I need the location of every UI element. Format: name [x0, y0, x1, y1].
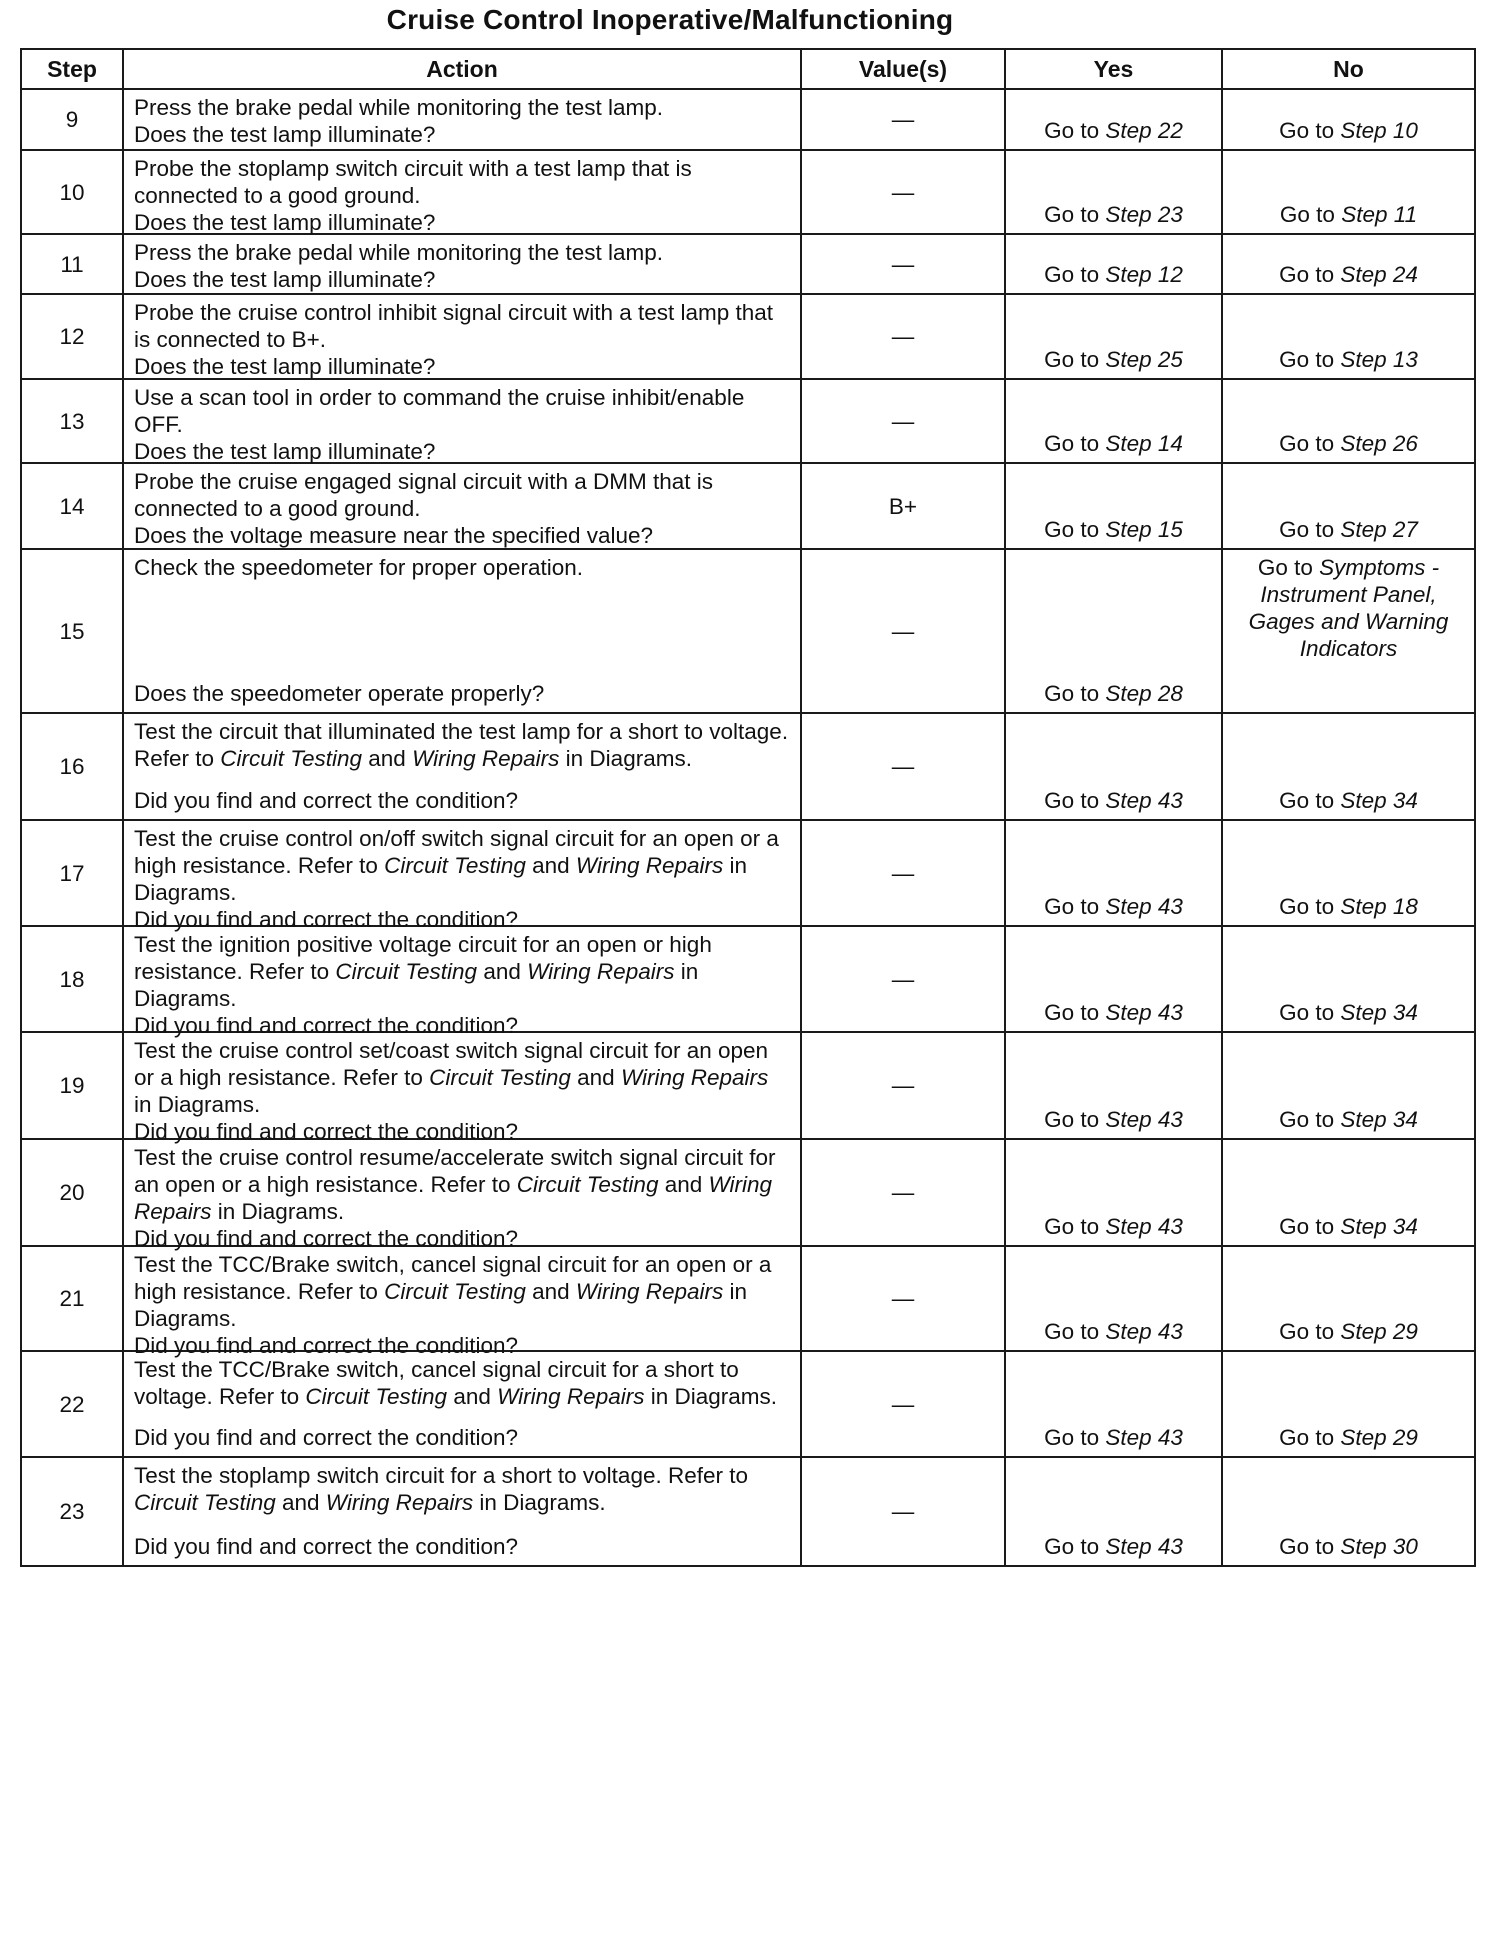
step-number: 22 — [21, 1351, 123, 1457]
yes-action — [1005, 463, 1222, 549]
text-run: Go to — [1279, 788, 1341, 813]
text-run: Go to — [1279, 1107, 1341, 1132]
text-run: Go to — [1044, 1107, 1106, 1132]
no-action — [1222, 1351, 1475, 1457]
step-number: 21 — [21, 1246, 123, 1351]
text-run: Go to — [1279, 1425, 1341, 1450]
text-run: Test the ignition positive voltage circuit for an open or high resistance. Refer to — [134, 932, 712, 984]
action-instruction — [134, 155, 790, 209]
reference-text: Symptoms - Instrument Panel, Gages and Warning Indicators — [1248, 555, 1449, 661]
text-run: Go to — [1044, 788, 1106, 813]
text-run: in Diagrams. — [134, 959, 699, 1011]
value-cell: — — [801, 1351, 1005, 1457]
reference-text: Step 11 — [1341, 202, 1418, 227]
action-instruction — [134, 299, 790, 353]
no-action — [1222, 1139, 1475, 1246]
action-question: Does the voltage measure near the specified value? — [134, 523, 654, 548]
reference-text: Step 34 — [1340, 1214, 1418, 1239]
reference-text: Step 15 — [1105, 517, 1183, 542]
text-run: Go to — [1279, 202, 1342, 227]
reference-text: Circuit Testing — [384, 853, 526, 878]
text-run: Go to — [1044, 894, 1106, 919]
text-run: Go to — [1044, 202, 1106, 227]
reference-text: Wiring Repairs — [575, 853, 724, 878]
reference-text: Circuit Testing — [335, 959, 478, 984]
reference-text: Circuit Testing — [429, 1065, 571, 1090]
action-cell — [123, 234, 801, 294]
text-run: Test the TCC/Brake switch, cancel signal circuit for an open or a high resistance. Refer to — [134, 1252, 772, 1304]
text-run: Probe the cruise engaged signal circuit with a DMM that is connected to a good ground. — [134, 469, 714, 521]
step-number: 23 — [21, 1457, 123, 1566]
reference-text: Step 34 — [1340, 788, 1418, 813]
action-question: Did you find and correct the condition? — [134, 1119, 518, 1144]
action-cell — [123, 150, 801, 234]
text-run: and — [477, 959, 528, 984]
action-instruction — [134, 1037, 790, 1118]
yes-action — [1005, 234, 1222, 294]
yes-action — [1005, 294, 1222, 379]
diagnostic-table — [20, 48, 1476, 1567]
text-run: Go to — [1044, 1534, 1106, 1559]
action-question: Did you find and correct the condition? — [134, 1333, 518, 1358]
reference-text: Wiring Repairs — [325, 1490, 474, 1515]
reference-text: Step 22 — [1105, 118, 1183, 143]
action-question: Did you find and correct the condition? — [134, 1226, 518, 1251]
no-action — [1222, 150, 1475, 234]
action-cell — [123, 379, 801, 463]
yes-action — [1005, 1246, 1222, 1351]
table-row — [21, 1032, 1475, 1139]
text-run: Go to — [1279, 1534, 1341, 1559]
reference-text: Circuit Testing — [134, 1490, 276, 1515]
text-run: Go to — [1279, 431, 1341, 456]
action-question: Does the test lamp illuminate? — [134, 122, 436, 147]
reference-text: Step 24 — [1340, 262, 1418, 287]
text-run: Go to — [1044, 1319, 1106, 1344]
text-run: Check the speedometer for proper operation. — [134, 555, 584, 580]
action-cell — [123, 463, 801, 549]
header-yes: Yes — [1005, 49, 1222, 89]
no-action — [1222, 89, 1475, 150]
action-question: Does the speedometer operate properly? — [134, 681, 545, 706]
yes-action — [1005, 820, 1222, 926]
text-run: Go to — [1044, 1000, 1106, 1025]
value-cell: — — [801, 234, 1005, 294]
table-row — [21, 379, 1475, 463]
text-run: in Diagrams. — [473, 1490, 606, 1515]
step-number: 9 — [21, 89, 123, 150]
yes-action — [1005, 549, 1222, 713]
text-run: Test the circuit that illuminated the test lamp for a short to voltage. Refer to — [134, 719, 789, 771]
no-action — [1222, 926, 1475, 1032]
no-action — [1222, 713, 1475, 820]
table-row — [21, 234, 1475, 294]
text-run: in Diagrams. — [134, 1279, 748, 1331]
action-cell — [123, 294, 801, 379]
action-cell — [123, 1457, 801, 1566]
action-instruction — [134, 825, 790, 906]
header-action: Action — [123, 49, 801, 89]
action-cell — [123, 820, 801, 932]
no-action — [1222, 463, 1475, 549]
action-question: Does the test lamp illuminate? — [134, 267, 436, 292]
step-number: 10 — [21, 150, 123, 234]
yes-action — [1005, 713, 1222, 820]
text-run: Go to — [1279, 1214, 1341, 1239]
value-cell: — — [801, 1139, 1005, 1246]
text-run: Go to — [1257, 555, 1320, 580]
action-question: Did you find and correct the condition? — [134, 1013, 518, 1038]
value-cell: — — [801, 150, 1005, 234]
table-header-row — [21, 49, 1475, 89]
value-cell: — — [801, 89, 1005, 150]
table-row — [21, 549, 1475, 713]
value-cell: — — [801, 1246, 1005, 1351]
reference-text: Wiring Repairs — [575, 1279, 724, 1304]
text-run: Test the TCC/Brake switch, cancel signal circuit for a short to voltage. Refer to — [134, 1357, 739, 1409]
action-instruction — [134, 1251, 790, 1332]
text-run: and — [570, 1065, 621, 1090]
reference-text: Circuit Testing — [305, 1384, 448, 1409]
action-instruction — [134, 1462, 790, 1516]
action-instruction — [134, 1356, 790, 1410]
action-cell — [123, 1351, 801, 1457]
reference-text: Wiring Repairs — [497, 1384, 645, 1409]
text-run: in Diagrams. — [134, 1092, 261, 1117]
header-values: Value(s) — [801, 49, 1005, 89]
table-row — [21, 1457, 1475, 1566]
table-row — [21, 294, 1475, 379]
text-run: Test the cruise control set/coast switch signal circuit for an open or a high resistance. Refer to — [134, 1038, 769, 1090]
text-run: Go to — [1044, 118, 1106, 143]
reference-text: Step 34 — [1340, 1000, 1418, 1025]
reference-text: Wiring Repairs — [620, 1065, 769, 1090]
reference-text: Step 23 — [1105, 202, 1183, 227]
text-run: Go to — [1044, 347, 1106, 372]
reference-text: Step 27 — [1340, 517, 1418, 542]
value-cell: — — [801, 713, 1005, 820]
text-run: Go to — [1044, 517, 1106, 542]
table-row — [21, 926, 1475, 1032]
yes-action — [1005, 150, 1222, 234]
action-question: Did you find and correct the condition? — [134, 1534, 518, 1559]
text-run: Test the stoplamp switch circuit for a short to voltage. Refer to — [134, 1463, 749, 1488]
step-number: 12 — [21, 294, 123, 379]
action-question: Does the test lamp illuminate? — [134, 210, 436, 235]
reference-text: Step 25 — [1105, 347, 1183, 372]
text-run: Use a scan tool in order to command the cruise inhibit/enable OFF. — [134, 385, 745, 437]
action-question: Does the test lamp illuminate? — [134, 439, 436, 464]
yes-action — [1005, 1351, 1222, 1457]
text-run: and — [525, 1279, 576, 1304]
text-run: Probe the stoplamp switch circuit with a test lamp that is connected to a good ground. — [134, 156, 692, 208]
reference-text: Step 18 — [1340, 894, 1418, 919]
table-row — [21, 820, 1475, 926]
text-run: Go to — [1279, 118, 1341, 143]
text-run: Press the brake pedal while monitoring the test lamp. — [134, 240, 664, 265]
text-run: Go to — [1279, 894, 1341, 919]
text-run: Go to — [1044, 1214, 1106, 1239]
no-action — [1222, 1457, 1475, 1566]
value-cell: B+ — [801, 463, 1005, 549]
reference-text: Step 43 — [1105, 1214, 1183, 1239]
reference-text: Step 43 — [1105, 1534, 1183, 1559]
no-action — [1222, 379, 1475, 463]
table-row — [21, 1246, 1475, 1351]
text-run: Go to — [1044, 262, 1106, 287]
table-row — [21, 1139, 1475, 1246]
no-action — [1222, 820, 1475, 926]
text-run: Go to — [1279, 1319, 1341, 1344]
value-cell: — — [801, 820, 1005, 926]
reference-text: Circuit Testing — [220, 746, 363, 771]
text-run: Go to — [1044, 681, 1106, 706]
no-action — [1222, 1032, 1475, 1139]
document-title: Cruise Control Inoperative/Malfunctioning — [386, 4, 954, 35]
text-run: Test the cruise control on/off switch signal circuit for an open or a high resistance. Refer to — [134, 826, 779, 878]
value-cell: — — [801, 294, 1005, 379]
text-run: Press the brake pedal while monitoring the test lamp. — [134, 95, 664, 120]
step-number: 16 — [21, 713, 123, 820]
reference-text: Step 43 — [1105, 1425, 1183, 1450]
reference-text: Wiring Repairs — [412, 746, 560, 771]
yes-action — [1005, 1457, 1222, 1566]
table-row — [21, 713, 1475, 820]
step-number: 20 — [21, 1139, 123, 1246]
reference-text: Step 34 — [1340, 1107, 1418, 1132]
table-row — [21, 463, 1475, 549]
action-question: Did you find and correct the condition? — [134, 1425, 518, 1450]
value-cell: — — [801, 1457, 1005, 1566]
action-cell — [123, 713, 801, 820]
no-action — [1222, 1246, 1475, 1351]
yes-action — [1005, 926, 1222, 1032]
reference-text: Step 43 — [1105, 1107, 1183, 1132]
no-action — [1222, 294, 1475, 379]
step-number: 15 — [21, 549, 123, 713]
text-run: and — [362, 746, 413, 771]
action-instruction — [134, 1144, 790, 1225]
no-action — [1222, 234, 1475, 294]
action-instruction — [134, 239, 790, 266]
action-cell — [123, 89, 801, 150]
text-run: in Diagrams. — [211, 1199, 345, 1224]
text-run: Go to — [1044, 431, 1106, 456]
table-body — [21, 89, 1475, 1566]
action-instruction — [134, 718, 790, 772]
text-run: Go to — [1044, 1425, 1106, 1450]
header-no: No — [1222, 49, 1475, 89]
text-run: and — [658, 1172, 709, 1197]
step-number: 18 — [21, 926, 123, 1032]
reference-text: Step 13 — [1340, 347, 1418, 372]
action-instruction — [134, 468, 790, 522]
reference-text: Step 26 — [1340, 431, 1418, 456]
text-run: Go to — [1279, 517, 1341, 542]
action-instruction — [134, 554, 790, 581]
action-instruction — [134, 94, 790, 121]
action-cell — [123, 549, 801, 713]
reference-text: Step 43 — [1105, 894, 1183, 919]
action-question: Does the test lamp illuminate? — [134, 354, 436, 379]
text-run: Go to — [1279, 262, 1341, 287]
table-row — [21, 89, 1475, 150]
reference-text: Step 10 — [1340, 118, 1418, 143]
reference-text: Step 43 — [1105, 1000, 1183, 1025]
reference-text: Wiring Repairs — [527, 959, 675, 984]
reference-text: Circuit Testing — [516, 1172, 659, 1197]
reference-text: Step 43 — [1105, 788, 1183, 813]
reference-text: Step 29 — [1340, 1425, 1418, 1450]
action-question: Did you find and correct the condition? — [134, 907, 518, 932]
step-number: 11 — [21, 234, 123, 294]
value-cell: — — [801, 549, 1005, 713]
action-question: Did you find and correct the condition? — [134, 788, 518, 813]
action-cell — [123, 1139, 801, 1251]
reference-text: Wiring Repairs — [134, 1172, 773, 1224]
value-cell: — — [801, 926, 1005, 1032]
text-run: in Diagrams. — [644, 1384, 778, 1409]
text-run: Probe the cruise control inhibit signal circuit with a test lamp that is connected to B+. — [134, 300, 774, 352]
reference-text: Step 43 — [1105, 1319, 1183, 1344]
reference-text: Step 12 — [1105, 262, 1183, 287]
step-number: 13 — [21, 379, 123, 463]
action-cell — [123, 1032, 801, 1144]
value-cell: — — [801, 1032, 1005, 1139]
action-cell — [123, 926, 801, 1038]
step-number: 19 — [21, 1032, 123, 1139]
text-run: in Diagrams. — [134, 853, 748, 905]
yes-action — [1005, 89, 1222, 150]
reference-text: Step 14 — [1105, 431, 1183, 456]
text-run: and — [525, 853, 576, 878]
step-number: 14 — [21, 463, 123, 549]
no-action — [1222, 549, 1475, 713]
value-cell: — — [801, 379, 1005, 463]
yes-action — [1005, 379, 1222, 463]
text-run: and — [275, 1490, 326, 1515]
text-run: Test the cruise control resume/accelerate switch signal circuit for an open or a high resistance. Refer to — [134, 1145, 776, 1197]
yes-action — [1005, 1139, 1222, 1246]
action-instruction — [134, 384, 790, 438]
text-run: and — [447, 1384, 498, 1409]
header-step: Step — [21, 49, 123, 89]
text-run: in Diagrams. — [559, 746, 692, 771]
action-cell — [123, 1246, 801, 1358]
reference-text: Circuit Testing — [384, 1279, 526, 1304]
reference-text: Step 30 — [1340, 1534, 1418, 1559]
step-number: 17 — [21, 820, 123, 926]
table-row — [21, 150, 1475, 234]
table-row — [21, 1351, 1475, 1457]
text-run: Go to — [1279, 347, 1341, 372]
reference-text: Step 29 — [1340, 1319, 1418, 1344]
action-instruction — [134, 931, 790, 1012]
reference-text: Step 28 — [1105, 681, 1183, 706]
text-run: Go to — [1279, 1000, 1341, 1025]
yes-action — [1005, 1032, 1222, 1139]
